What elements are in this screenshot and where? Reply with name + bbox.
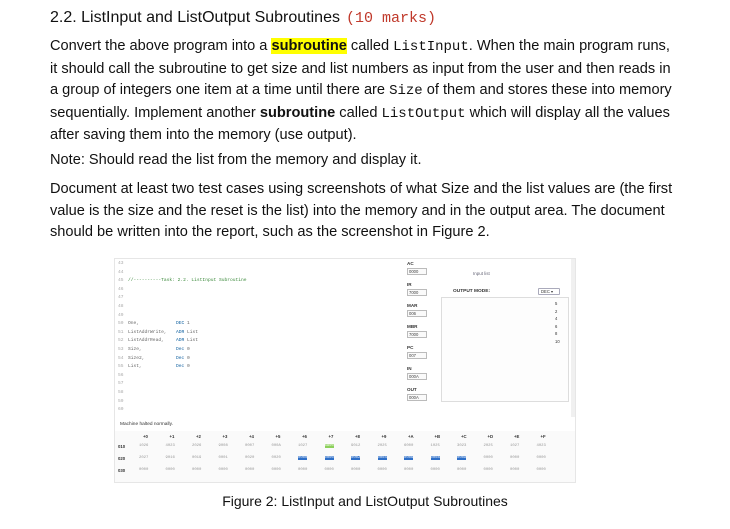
code-size: Size [389,83,423,99]
line-number: 51 [118,329,124,335]
register-in-label: IN [407,366,412,371]
register-mar-label: MAR [407,303,418,308]
memory-cell: 0020 [271,456,281,460]
line-number: 48 [118,304,124,309]
memory-column-header: +0 [143,434,148,439]
text-run: called [335,104,382,121]
memory-column-header: +9 [381,434,387,439]
memory-cell: 0004 [377,456,387,460]
line-number: 56 [118,372,124,378]
register-out-label: OUT [407,387,417,392]
register-pc-value: 007 [407,352,427,359]
memory-cell: 1027 [510,444,520,448]
memory-column-header: +F [540,434,546,439]
memory-cell: 9016 [165,456,175,460]
code-arg: 0 [187,347,190,352]
memory-cell: 0000 [298,456,308,460]
code-listinput: ListInput [393,39,469,55]
memory-row-address: 010 [118,444,126,449]
memory-column-header: +3 [222,434,228,439]
output-mode-value: DEC [541,289,550,294]
register-mar-value: 006 [407,310,427,317]
code-label: ListAddrWrite, [128,329,167,335]
code-listoutput: ListOutput [381,105,466,122]
memory-cell: 0000 [351,468,361,472]
code-line[interactable] [118,304,128,309]
line-number: 53 [118,347,124,352]
memory-cell: 4023 [536,444,546,448]
line-number: 49 [118,312,124,318]
memory-cell: 0000 [430,468,440,472]
memory-column-header: +4 [249,434,254,439]
output-value: 5 [555,301,558,306]
code-label: List, [128,364,142,370]
code-line[interactable] [118,381,128,386]
code-label: //----------Task: 2.2. ListInput Subroutine [128,278,247,284]
code-label: One, [128,321,140,327]
memory-cell: 2025 [483,444,493,448]
text-run: Convert the above program into a [50,38,272,54]
code-line[interactable] [118,390,128,395]
output-mode-select[interactable] [538,288,560,295]
memory-cell: 0000 [139,468,149,472]
line-number: 50 [118,321,124,327]
memory-column-header: +2 [196,434,201,439]
memory-cell: 0000 [536,456,546,460]
documentation-paragraph: Document at least two test cases using screenshots of what Size and the list values are (the first value is the size and the reset is the list) into the memory and in the output area. The document should be written into the report, such as the screenshot in Figure 2. [50,181,673,240]
memory-cell: 0000 [483,468,493,472]
memory-cell: 1026 [139,444,149,448]
code-arg: List [187,338,199,344]
line-number: 60 [118,407,124,413]
line-number: 43 [118,261,124,266]
line-number: 58 [118,390,124,395]
code-op: Dec [176,364,188,370]
code-line[interactable] [118,347,190,352]
memory-cell: 3023 [457,444,467,448]
memory-column-header: +A [408,434,414,439]
line-number: 44 [118,269,124,275]
register-pc-label: PC [407,345,414,350]
code-arg: List [187,329,199,335]
memory-cell: 0000 [457,468,467,472]
register-ac-label: AC [407,261,414,266]
scrollbar[interactable] [571,259,576,417]
memory-cell: 0006 [404,456,414,460]
output-mode-label: OUTPUT MODE: [453,289,491,294]
memory-cell: 0001 [218,456,228,460]
code-op: Dec [176,355,188,361]
section-heading [50,9,436,27]
code-line[interactable] [118,330,198,335]
line-number: 45 [118,278,124,284]
code-op: DEC [176,321,188,327]
memory-cell: 0000 [483,456,493,460]
output-value: 6 [555,323,558,329]
code-line[interactable] [118,373,128,378]
register-ir-label: IR [407,282,412,287]
register-ac-value: 0000 [407,268,427,275]
memory-cell: 0000 [218,468,228,472]
register-panel [405,259,431,417]
memory-cell: 8800 [324,444,334,448]
chevron-down-icon: ▾ [551,289,554,294]
memory-column-header: +8 [355,434,360,439]
memory-cell: 0000 [245,468,255,472]
memory-cell: 1025 [430,444,440,448]
memory-cell: 2025 [377,444,387,448]
output-area [441,297,569,402]
memory-column-header: +E [514,434,520,439]
memory-cell: 9008 [218,444,228,448]
memory-cell: 0000 [377,468,387,472]
text-run: of them and stores these into memory sequentially. Implement another [50,82,672,121]
line-number: 59 [118,398,124,404]
code-label: Size2, [128,355,145,361]
task-description-paragraph [50,36,680,147]
line-number: 52 [118,338,124,344]
code-line[interactable] [118,270,128,275]
section-title: 2.2. ListInput and ListOutput Subroutines [50,9,340,26]
line-number: 57 [118,381,124,387]
memory-cell: 6000 [404,444,414,448]
memory-cell: 4023 [165,444,175,448]
memory-cell: 0000 [324,456,334,460]
memory-cell: 0000 [298,468,308,472]
text-run: called [346,38,394,54]
memory-cell: 2027 [139,456,149,460]
line-number: 54 [118,355,124,361]
status-message: Machine halted normally. [120,422,173,427]
output-panel [433,259,576,417]
code-op: ADR [176,338,188,344]
register-in-value: 000A [407,373,427,380]
bold-subroutine: subroutine [259,104,336,121]
code-arg: 0 [187,355,190,361]
code-line[interactable] [118,295,128,300]
memory-cell: 2026 [192,444,202,448]
memory-cell: 0007 [245,444,255,448]
memory-cell: 0000 [165,468,175,472]
memory-column-header: +1 [169,434,175,439]
register-out-value: 000A [407,394,427,401]
code-label: ListAddrRead, [128,338,164,344]
memory-column-header: +5 [275,434,281,439]
memory-column-header: +B [434,434,441,439]
memory-cell: 1027 [298,444,308,448]
code-editor [115,259,401,417]
code-op: ADR [176,329,188,335]
line-number: 46 [118,286,124,292]
code-line[interactable] [118,278,247,283]
memory-cell: 0000 [536,468,546,472]
memory-cell: 0020 [245,456,255,460]
code-line[interactable] [118,321,190,326]
memory-cell: 0008 [430,456,440,460]
register-ir-value: 7000 [407,289,427,296]
memory-cell: 0000 [510,468,520,472]
output-value: 4 [555,316,558,321]
memory-table [115,431,576,483]
output-value: 8 [555,331,558,336]
code-line[interactable] [118,313,128,318]
memory-cell: 0000 [404,468,414,472]
code-arg: 1 [187,321,190,327]
code-line[interactable] [118,407,128,412]
simulator-screenshot [114,258,576,483]
memory-cell: 000A [457,456,467,460]
register-mbr-value: 7000 [407,331,427,338]
line-number: 55 [118,364,124,370]
line-number: 47 [118,295,124,301]
code-line[interactable] [118,356,190,361]
highlighted-subroutine: subroutine [271,38,347,54]
memory-column-header: +6 [302,434,307,439]
memory-cell: 9012 [351,444,361,448]
code-line[interactable] [118,399,128,404]
code-arg: 0 [187,364,190,370]
memory-column-header: +D [487,434,494,439]
memory-cell: 0000 [510,456,520,460]
code-label: Size, [128,347,142,352]
memory-row-address: 020 [118,456,126,461]
figure-caption: Figure 2: ListInput and ListOutput Subroutines [222,493,508,509]
note-paragraph: Note: Should read the list from the memory and display it. [50,152,422,168]
memory-column-header: +C [461,434,467,439]
register-mbr-label: MBR [407,324,418,329]
memory-cell: 0000 [271,468,281,472]
memory-cell: 0002 [351,456,361,460]
memory-cell: 0019 [192,456,202,460]
code-line[interactable] [118,261,128,266]
section-marks: (10 marks) [345,10,436,27]
memory-row-address: 030 [118,468,126,473]
memory-cell: 000A [271,444,281,448]
code-line[interactable] [118,338,198,343]
text-run: . When the main program runs, it should call the subroutine to get size and list numbers as input from the user and then reads in a group of integers one item at a time until there are [50,38,671,98]
code-line[interactable] [118,287,128,292]
memory-cell: 0000 [324,468,334,472]
memory-column-header: +7 [328,434,334,439]
input-list-label: Input list [473,271,490,276]
memory-cell: 0000 [192,468,202,472]
output-value: 2 [555,308,558,314]
code-line[interactable] [118,364,190,369]
code-op: Dec [176,347,188,352]
text-run: which will display all the values after saving them into the memory (use output). [50,104,670,143]
output-value: 10 [555,338,560,344]
